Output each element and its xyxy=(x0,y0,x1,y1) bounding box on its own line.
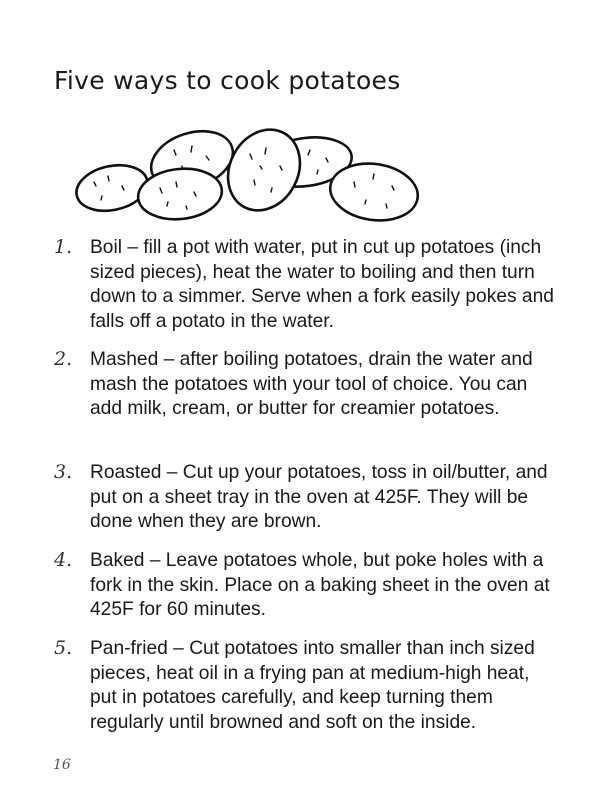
step-text: Roasted – Cut up your potatoes, toss in oil/butter, and put on a sheet tray in the oven at 425F. They will be done when they are brown. xyxy=(90,462,548,532)
step-text: Pan-fried – Cut potatoes into smaller than inch sized pieces, heat oil in a frying pan at medium-high heat, put in potatoes carefully, and keep turning them regularly until browned and soft on the inside. xyxy=(90,638,535,733)
step-number: 1. xyxy=(54,236,73,258)
step-number: 5. xyxy=(54,637,73,659)
step-text: Boil – fill a pot with water, put in cut up potatoes (inch sized pieces), heat the water to boiling and then turn down to a simmer. Serve when a fork easily pokes and falls off a potato in the water. xyxy=(90,237,554,332)
potatoes-illustration xyxy=(74,122,424,234)
potato-shape xyxy=(214,122,313,223)
step-text: Baked – Leave potatoes whole, but poke holes with a fork in the skin. Place on a baking sheet in the oven at 425F for 60 minutes. xyxy=(90,550,550,620)
step-number: 4. xyxy=(54,549,73,571)
page-title: Five ways to cook potatoes xyxy=(54,66,401,95)
step-number: 2. xyxy=(54,348,73,370)
step-number: 3. xyxy=(54,461,73,483)
step-text: Mashed – after boiling potatoes, drain the water and mash the potatoes with your tool of choice. You can add milk, cream, or butter for creamier potatoes. xyxy=(90,349,533,419)
page-number: 16 xyxy=(53,757,71,773)
